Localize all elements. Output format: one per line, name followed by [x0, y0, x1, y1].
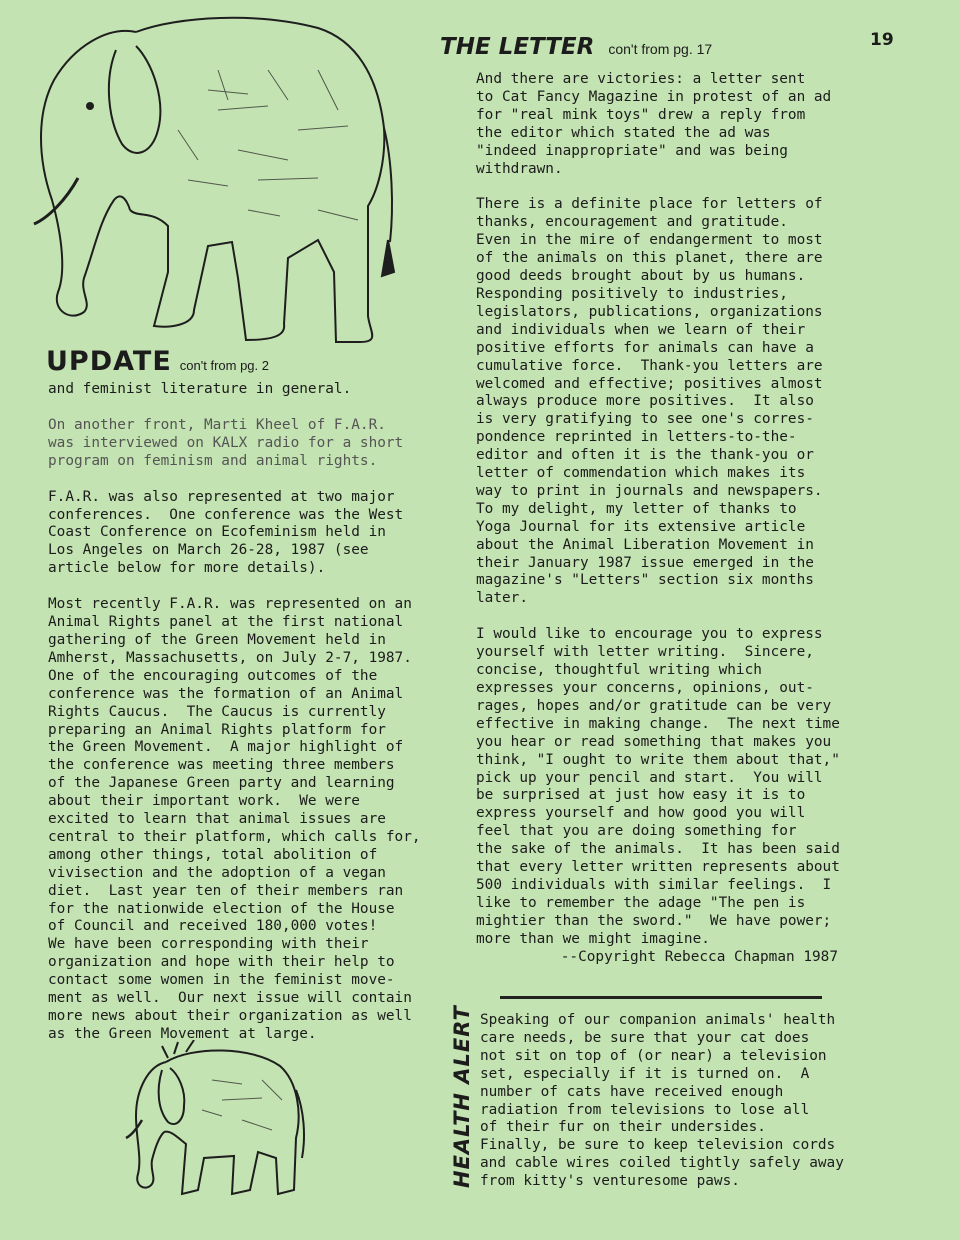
- update-heading: [46, 346, 269, 377]
- health-alert-title: HEALTH ALERT: [450, 1005, 474, 1188]
- update-paragraph: Most recently F.A.R. was represented on an Animal Rights panel at the first national gathering of the Green Movement held in Amherst, Massachusetts, on July 2-7, 1987. One of the encouraging outcomes of the conference was the formation of an Animal Rights Caucus. The Caucus is currently preparing an Animal Rights platform for the Green Movement. A major highlight of the conference was meeting three members of the Japanese Green party and learning about their important work. We were excited to learn that animal issues are central to their platform, which calls for, among other things, total abolition of vivisection and the adoption of a vegan diet. Last year ten of their members ran for the nationwide election of the House of Council and received 180,000 votes! We have been corresponding with their organization and hope with their help to contact some women in the feminist move- ment as well. Our next issue will contain more news about their organization as well as the Green Movement at large.: [48, 596, 421, 1042]
- update-article: [48, 381, 444, 1062]
- letter-continued-note: con't from pg. 17: [608, 41, 713, 57]
- letter-paragraph: And there are victories: a letter sent to Cat Fancy Magazine in protest of an ad for "real mink toys" drew a reply from the editor which stated the ad was "indeed inappropriate" and was being withdrawn.: [476, 71, 832, 177]
- update-continued-note: con't from pg. 2: [179, 358, 269, 373]
- health-alert-text: Speaking of our companion animals' health care needs, be sure that your cat does not sit on top of (or near) a television set, especially if it is turned on. A number of cats have received enough radiation from televisions to lose all of their fur on their undersides. Finally, be sure to keep television cords and cable wires coiled tightly safely away from kitty's venturesome paws.: [480, 1012, 844, 1190]
- letter-article: [476, 71, 856, 985]
- letter-signature: --Copyright Rebecca Chapman 1987: [560, 948, 838, 965]
- letter-title: THE LETTER: [440, 34, 595, 60]
- page-number: 19: [870, 30, 894, 50]
- update-title: UPDATE: [46, 346, 172, 377]
- section-divider: [500, 996, 822, 999]
- letter-paragraph: There is a definite place for letters of thanks, encouragement and gratitude. Even in the mire of endangerment to most of the animals on this planet, there are good deeds brought about by us humans. Responding positively to industries, legislators, publications, organizations and individuals when we learn of their positive efforts for animals can have a cumulative force. Thank-you letters are welcomed and effective; positives almost always produce more positives. It also is very gratifying to see one's corres- pondence reprinted in letters-to-the- editor and often it is the thank-you or letter of commendation which makes its way to print in journals and newspapers. To my delight, my letter of thanks to Yoga Journal for its extensive article about the Animal Liberation Movement in their January 1987 issue emerged in the magazine's "Letters" section six months later.: [476, 196, 823, 607]
- letter-paragraph: I would like to encourage you to express yourself with letter writing. Sincere, concise, thoughtful writing which expresses your concerns, opinions, out- rages, hopes and/or gratitude can be very effective in making change. The next time you hear or read something that makes you think, "I ought to write them about that," pick up your pencil and start. You will be surprised at just how easy it is to express yourself and how good you will feel that you are doing something for the sake of the animals. It has been said that every letter written represents about 500 individuals with similar feelings. I like to remember the adage "The pen is mightier than the sword." We have power; more than we might imagine.: [476, 626, 840, 947]
- elephant-illustration-small: [122, 1040, 312, 1200]
- letter-heading: [440, 34, 712, 60]
- update-paragraph: F.A.R. was also represented at two major conferences. One conference was the West Coast Conference on Ecofeminism held in Los Angeles on March 26-28, 1987 (see article below for more details).: [48, 488, 404, 577]
- elephant-illustration-large: [18, 10, 400, 348]
- health-alert-article: [480, 1012, 860, 1209]
- update-paragraph: On another front, Marti Kheel of F.A.R. was interviewed on KALX radio for a short program on feminism and animal rights.: [48, 416, 404, 469]
- update-paragraph: and feminist literature in general.: [48, 381, 352, 397]
